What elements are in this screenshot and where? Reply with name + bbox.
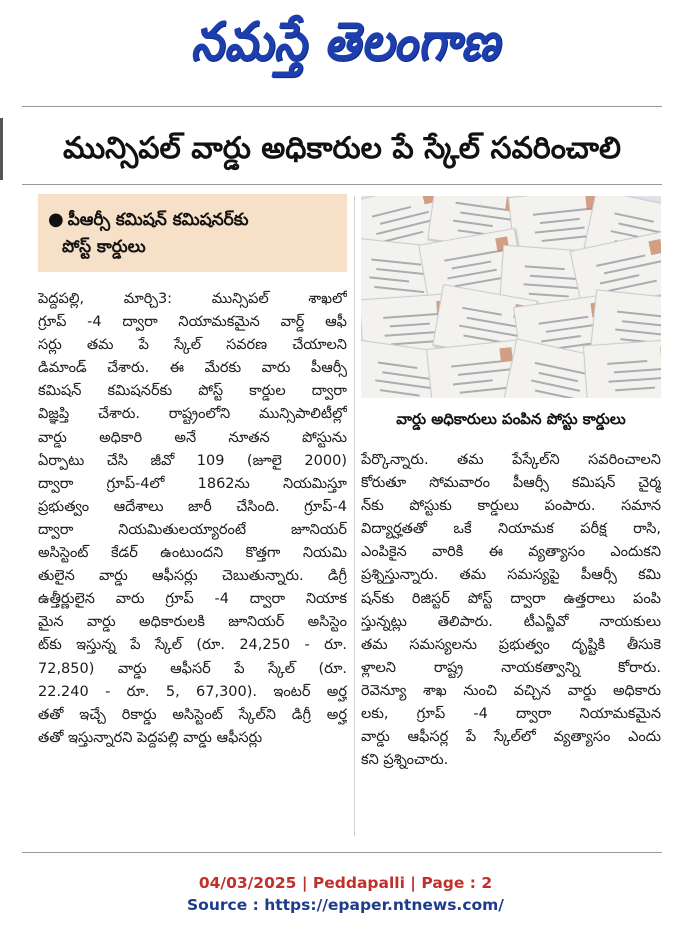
article-line: ద్వారా నియమితులయ్యారంటే జూనియర్ — [38, 521, 347, 538]
photo-caption: వార్డు అధికారులు పంపిన పోస్టు కార్డులు — [396, 410, 626, 428]
article-line: 22.240 - రూ. 5, 67,300). ఇంటర్ అర్హ — [38, 683, 347, 700]
article-line: న్‌కు పోస్టుకు కార్డులు పంపారు. సమాన — [361, 498, 661, 515]
article-line: మైన వార్డు అధికారులకి జూనియర్ అసిస్టెం — [38, 614, 347, 631]
article-line: అసిస్టెంట్ కేడర్ ఉంటుందని కొత్తగా నియమి — [38, 545, 347, 562]
article-line: ఎంపికైన వారికి ఈ వ్యత్యాసం ఎందుకని — [361, 544, 661, 561]
masthead — [0, 0, 691, 92]
kicker-box — [38, 194, 347, 272]
article-column-left — [38, 288, 347, 750]
masthead-logo-text: నమస్తే తెలంగాణ — [190, 10, 501, 73]
kicker-line-2: పోస్ట్ కార్డులు — [62, 237, 146, 257]
article-line: కోరుతూ సోమవారం పీఆర్సీ కమిషన్ చైర్మ — [361, 475, 661, 492]
article-line: డిమాండ్ చేశారు. ఈ మేరకు వారు పీఆర్సీ — [38, 360, 347, 377]
article-line: సర్లు తమ పే స్కేల్ సవరణ చేయాలని — [38, 337, 347, 354]
postcard-image — [583, 339, 661, 398]
article-line: తమ సమస్యలను ప్రభుత్వం దృష్టికి తీసుకె — [361, 636, 661, 653]
bullet-icon: ● — [48, 209, 64, 230]
article-line: గ్రూప్ -4 ద్వారా నియామకమైన వార్డ్ ఆఫీ — [38, 314, 347, 331]
margin-mark — [0, 118, 3, 180]
article-line: రెవెన్యూ శాఖ నుంచి వచ్చిన వార్డు అధికారు — [361, 682, 661, 699]
article-line: ఏర్పాటు చేసి జీవో 109 (జూలై 2000) — [38, 452, 347, 469]
article-line: పేర్కొన్నారు. తమ పేస్కేల్‌ని సవరించాలని — [361, 452, 661, 468]
article-line: తతో ఇస్తున్నారని పెద్దపల్లి వార్డు ఆఫీసర్లు — [38, 729, 263, 746]
article-column-right — [361, 449, 661, 772]
article-line: వార్డు ఆఫీసర్ల పే స్కేల్‌లో వ్యత్యాసం ఎందు — [361, 729, 661, 746]
article-line: ద్వారా గ్రూప్-4లో 1862ను నియమిస్తూ — [38, 475, 347, 492]
article-line: షన్‌కు రిజిస్టర్ పోస్ట్ ద్వారా ఉత్తరాలు పంపి — [361, 590, 661, 607]
article-line: ట్‌కు ఇస్తున్న పే స్కేల్ (రూ. 24,250 - రూ. — [38, 637, 347, 654]
article-line: విజ్ఞప్తి చేశారు. రాష్ట్రంలోని మున్సిపాలిటీల్లో — [38, 406, 347, 423]
headline-rule — [22, 184, 662, 185]
article-line: ళ్లాలని రాష్ట్ర నాయకత్వాన్ని కోరారు. — [361, 659, 661, 676]
source-url: https://epaper.ntnews.com/ — [264, 896, 504, 914]
article-line: పెద్దపల్లి, మార్చి3: మున్సిపల్ శాఖలో — [38, 291, 347, 307]
footer-rule — [22, 852, 662, 853]
article-line: 72,850) వార్డు ఆఫీసర్ పే స్కేల్ (రూ. — [38, 660, 347, 677]
article-line: లకు, గ్రూప్ -4 ద్వారా నియామకమైన — [361, 706, 661, 723]
article-line: ప్రభుత్వం ఆదేశాలు జారీ చేసింది. గ్రూప్-4 — [38, 498, 347, 515]
source-label: Source : — [187, 896, 265, 914]
article-line: కమిషన్ కమిషనర్‌కు పోస్ట్ కార్డుల ద్వారా — [38, 383, 347, 400]
masthead-rule — [22, 106, 662, 107]
article-line: ప్రశ్నిస్తున్నారు. తమ సమస్యపై పీఆర్సీ కమి — [361, 567, 661, 584]
postcards-photo — [361, 196, 661, 398]
article-headline: మున్సిపల్ వార్డు అధికారుల పే స్కేల్ సవరించాలి — [63, 131, 621, 166]
footer — [0, 872, 691, 916]
column-divider — [354, 196, 355, 836]
article-line: తతో ఇచ్చే రికార్డు అసిస్టెంట్ స్కేల్‌ని డిగ్రీ అర్హ — [38, 706, 347, 723]
article-line: విద్యార్హతతో ఒకే నియామక పరీక్ష రాసి, — [361, 521, 661, 538]
article-line: కని ప్రశ్నించారు. — [361, 752, 449, 769]
article-line: వార్డు అధికారి అనే నూతన పోస్టును — [38, 429, 347, 446]
article-line: స్తున్నట్లు తెలిపారు. టీఎన్జీవో నాయకులు — [361, 613, 661, 630]
footer-meta: 04/03/2025 | Peddapalli | Page : 2 — [198, 874, 493, 892]
article-line: తులైన వార్డు ఆఫీసర్లు చెబుతున్నారు. డిగ్రీ — [38, 568, 347, 585]
kicker-line-1: ● పీఆర్సీ కమిషన్ కమిషనర్‌కు — [48, 209, 249, 230]
article-line: ఉత్తీర్ణులైన వారు గ్రూప్ -4 ద్వారా నియాక — [38, 591, 347, 608]
footer-source — [0, 894, 691, 916]
